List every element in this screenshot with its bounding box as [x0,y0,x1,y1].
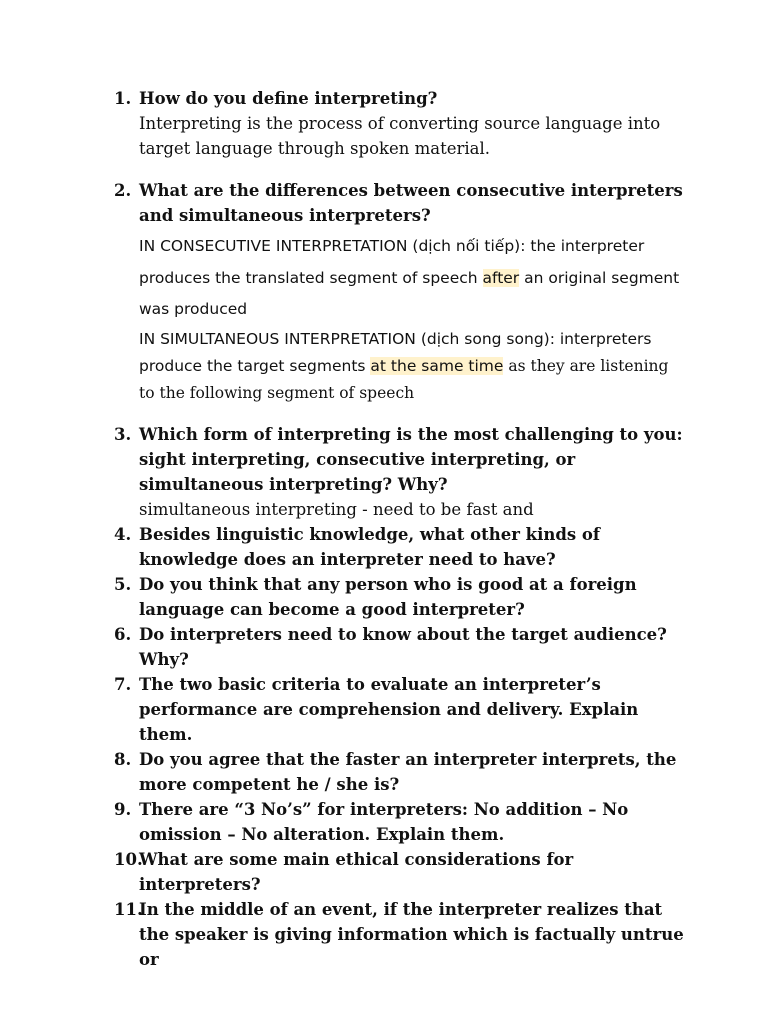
question-text: Do you agree that the faster an interpreter interprets, the more competent he / she is? [139,749,677,794]
list-item-9 [114,797,686,847]
question-list [114,86,686,972]
highlighted-text: after [482,268,520,287]
question-text: Do you think that any person who is good at a foreign language can become a good interpreter? [139,574,637,619]
item-number: 7. [114,674,132,694]
item-number: 6. [114,624,132,644]
item-number: 1. [114,89,132,108]
question-text: In the middle of an event, if the interpreter realizes that the speaker is giving information which is factually untrue or [139,899,684,969]
answer-text: IN CONSECUTIVE INTERPRETATION (dịch nối tiếp): the interpreter produces the translated segment of speech [139,237,645,287]
item-number: 8. [114,749,132,769]
answer-text: Interpreting is the process of converting source language into target language through spoken material. [139,114,661,158]
question-text: There are “3 No’s” for interpreters: No addition – No omission – No alteration. Explain them. [139,799,629,844]
question-text: Which form of interpreting is the most challenging to you: sight interpreting, consecutive interpreting, or simultaneous interpreting? Why? [139,424,683,494]
list-item-6 [114,622,686,672]
answer-text: IN SIMULTANEOUS INTERPRETATION (dịch song song): interpreters produce the target segments [139,329,652,375]
list-item-10 [114,847,686,897]
item-number: 9. [114,799,132,819]
list-item-2 [114,178,686,407]
answer-text: as they are listening to the following segment of speech [139,356,669,402]
question-text: The two basic criteria to evaluate an interpreter’s performance are comprehension and delivery. Explain them. [139,674,639,744]
question-text: How do you define interpreting? [139,89,438,108]
list-item-5 [114,572,686,622]
list-item-3 [114,422,686,522]
question-text: Do interpreters need to know about the target audience? Why? [139,624,667,669]
answer-text: simultaneous interpreting - need to be fast and [139,499,534,519]
list-item-8 [114,747,686,797]
list-item-7 [114,672,686,747]
list-item-1 [114,86,686,161]
answer-simultaneous [139,326,686,407]
item-number: 3. [114,424,132,444]
item-number: 2. [114,181,132,200]
list-item-4 [114,522,686,572]
answer-consecutive [139,231,686,326]
item-number: 10. [114,849,143,869]
question-text: What are some main ethical considerations for interpreters? [139,849,574,894]
question-text: What are the differences between consecutive interpreters and simultaneous interpreters? [139,181,683,225]
item-number: 4. [114,524,132,544]
question-text: Besides linguistic knowledge, what other kinds of knowledge does an interpreter need to have? [139,524,601,569]
answer-text: an original segment was produced [139,268,680,318]
highlighted-text: at the same time [370,356,504,375]
item-number: 11. [114,899,143,919]
list-item-11 [114,897,686,972]
item-number: 5. [114,574,132,594]
